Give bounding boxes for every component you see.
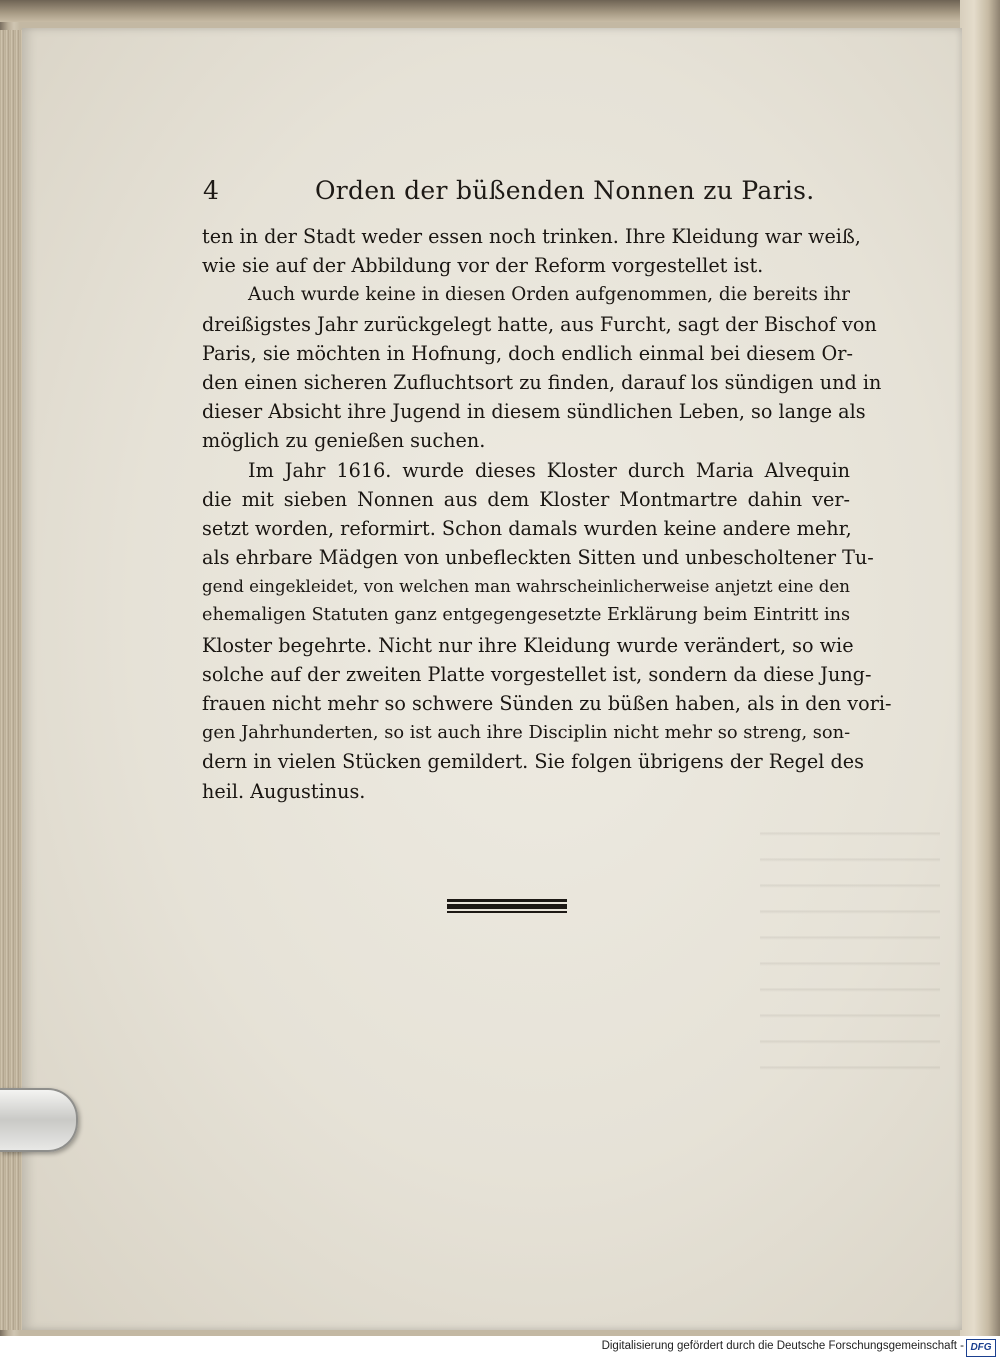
text-line: Paris, sie möchten in Hofnung, doch endlich einmal bei diesem Or- <box>202 341 853 365</box>
section-end-rule <box>447 899 567 913</box>
text-line: den einen sicheren Zufluchtsort zu finden, darauf los sündigen und in <box>202 370 882 394</box>
text-line: Im Jahr 1616. wurde dieses Kloster durch Maria Alvequin <box>248 458 850 482</box>
text-line: dieser Absicht ihre Jugend in diesem sündlichen Leben, so lange als <box>202 400 866 424</box>
text-line: solche auf der zweiten Platte vorgestellet ist, sondern da diese Jung- <box>202 662 872 686</box>
text-line: wie sie auf der Abbildung vor der Reform vorgestellet ist. <box>202 254 764 278</box>
page-number: 4 <box>203 176 219 205</box>
text-line: möglich zu genießen suchen. <box>202 429 486 453</box>
page-clip <box>0 1088 78 1152</box>
text-line: Auch wurde keine in diesen Orden aufgenommen, die bereits ihr <box>248 284 851 306</box>
dfg-logo: DFG <box>966 1339 996 1357</box>
page-stack-edge <box>0 0 1000 22</box>
text-line: als ehrbare Mädgen von unbefleckten Sitten und unbescholtener Tu- <box>202 546 874 570</box>
page-header <box>203 172 815 212</box>
running-head: Orden der büßenden Nonnen zu Paris. <box>315 176 815 205</box>
text-line: die mit sieben Nonnen aus dem Kloster Montmartre dahin ver- <box>202 487 850 511</box>
text-line: frauen nicht mehr so schwere Sünden zu büßen haben, als in den vori- <box>202 692 892 715</box>
facing-page-edge <box>960 0 1000 1336</box>
body-text <box>202 222 892 806</box>
text-line: Kloster begehrte. Nicht nur ihre Kleidung wurde verändert, so wie <box>202 633 854 657</box>
footer-bar <box>0 1336 1000 1359</box>
rule-thin-bottom <box>447 911 567 913</box>
funding-credit: Digitalisierung gefördert durch die Deutsche Forschungsgemeinschaft - <box>601 1340 964 1352</box>
text-line: setzt worden, reformirt. Schon damals wurden keine andere mehr, <box>202 516 852 540</box>
bleed-through-shadow <box>760 810 940 1090</box>
text-line: ehemaligen Statuten ganz entgegengesetzte Erklärung beim Eintritt ins <box>202 605 851 626</box>
text-line: ten in der Stadt weder essen noch trinken. Ihre Kleidung war weiß, <box>202 225 861 248</box>
text-line: gen Jahrhunderten, so ist auch ihre Disciplin nicht mehr so streng, son- <box>202 722 851 744</box>
rule-thin-top <box>447 899 567 902</box>
text-line: dreißigstes Jahr zurückgelegt hatte, aus Furcht, sagt der Bischof von <box>202 312 877 336</box>
text-line: heil. Augustinus. <box>202 779 366 803</box>
rule-thick-middle <box>447 904 567 909</box>
text-line: dern in vielen Stücken gemildert. Sie folgen übrigens der Regel des <box>202 750 864 774</box>
text-line: gend eingekleidet, von welchen man wahrscheinlicherweise anjetzt eine den <box>202 577 850 597</box>
